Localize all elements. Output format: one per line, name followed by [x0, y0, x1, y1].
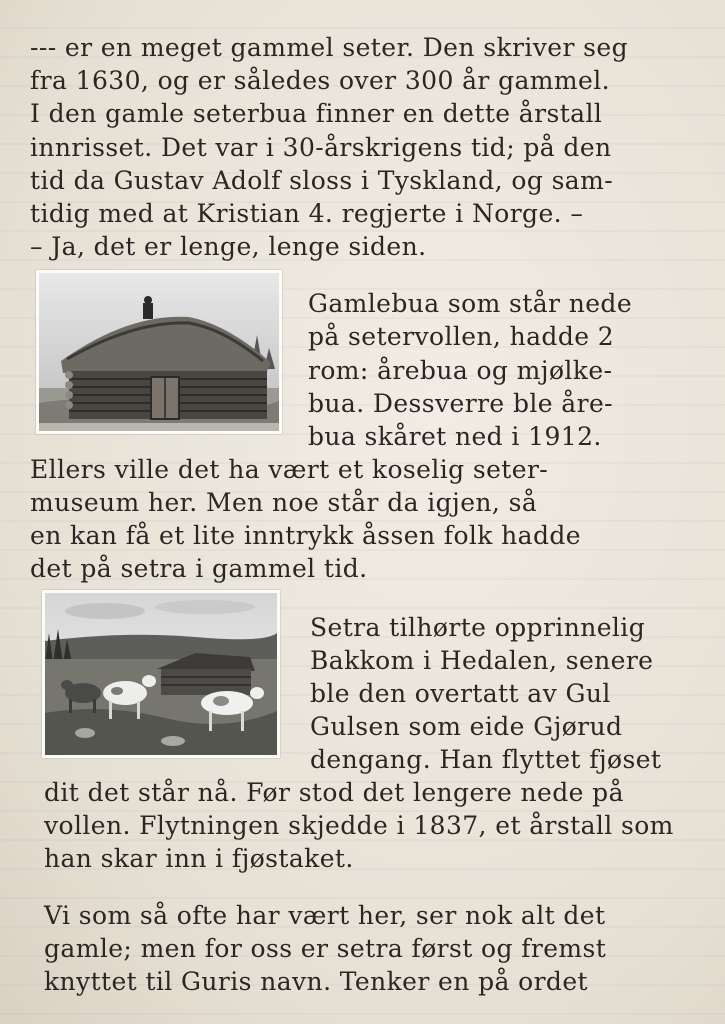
text-line: knyttet til Guris navn. Tenker en på ordet [44, 967, 588, 996]
goats-and-barn-photo [42, 590, 280, 758]
text-line: bua. Dessverre ble åre- [308, 389, 614, 418]
text-line: Bakkom i Hedalen, senere [310, 646, 654, 675]
text-line: museum her. Men noe står da igjen, så [30, 488, 538, 517]
text-line: Ellers ville det ha vært et koselig seter- [30, 455, 549, 484]
text-line: på setervollen, hadde 2 [308, 322, 615, 351]
text-line: I den gamle seterbua finner en dette årstall [30, 99, 603, 128]
text-line: vollen. Flytningen skjedde i 1837, et årstall som [44, 811, 674, 840]
text-line: Vi som så ofte har vært her, ser nok alt det [44, 901, 606, 930]
text-line: dengang. Han flyttet fjøset [310, 745, 662, 774]
text-line: bua skåret ned i 1912. [308, 422, 602, 451]
text-line: fra 1630, og er således over 300 år gammel. [30, 66, 610, 95]
text-line: Gulsen som eide Gjørud [310, 712, 623, 741]
text-line: det på setra i gammel tid. [30, 554, 368, 583]
text-line: ble den overtatt av Gul [310, 679, 611, 708]
text-line: gamle; men for oss er setra først og fremst [44, 934, 607, 963]
text-line: en kan få et lite inntrykk åssen folk hadde [30, 521, 581, 550]
text-line: Setra tilhørte opprinnelig [310, 613, 646, 642]
text-line: --- er en meget gammel seter. Den skriver seg [30, 33, 628, 62]
text-line: tidig med at Kristian 4. regjerte i Norge. – [30, 199, 584, 228]
text-line: – Ja, det er lenge, lenge siden. [30, 232, 427, 261]
old-log-cabin-photo [36, 270, 282, 434]
text-line: tid da Gustav Adolf sloss i Tyskland, og sam- [30, 166, 614, 195]
text-line: Gamlebua som står nede [308, 289, 633, 318]
text-line: innrisset. Det var i 30-årskrigens tid; på den [30, 133, 612, 162]
text-line: han skar inn i fjøstaket. [44, 844, 354, 873]
text-line: rom: årebua og mjølke- [308, 356, 613, 385]
text-line: dit det står nå. Før stod det lengere nede på [44, 778, 624, 807]
